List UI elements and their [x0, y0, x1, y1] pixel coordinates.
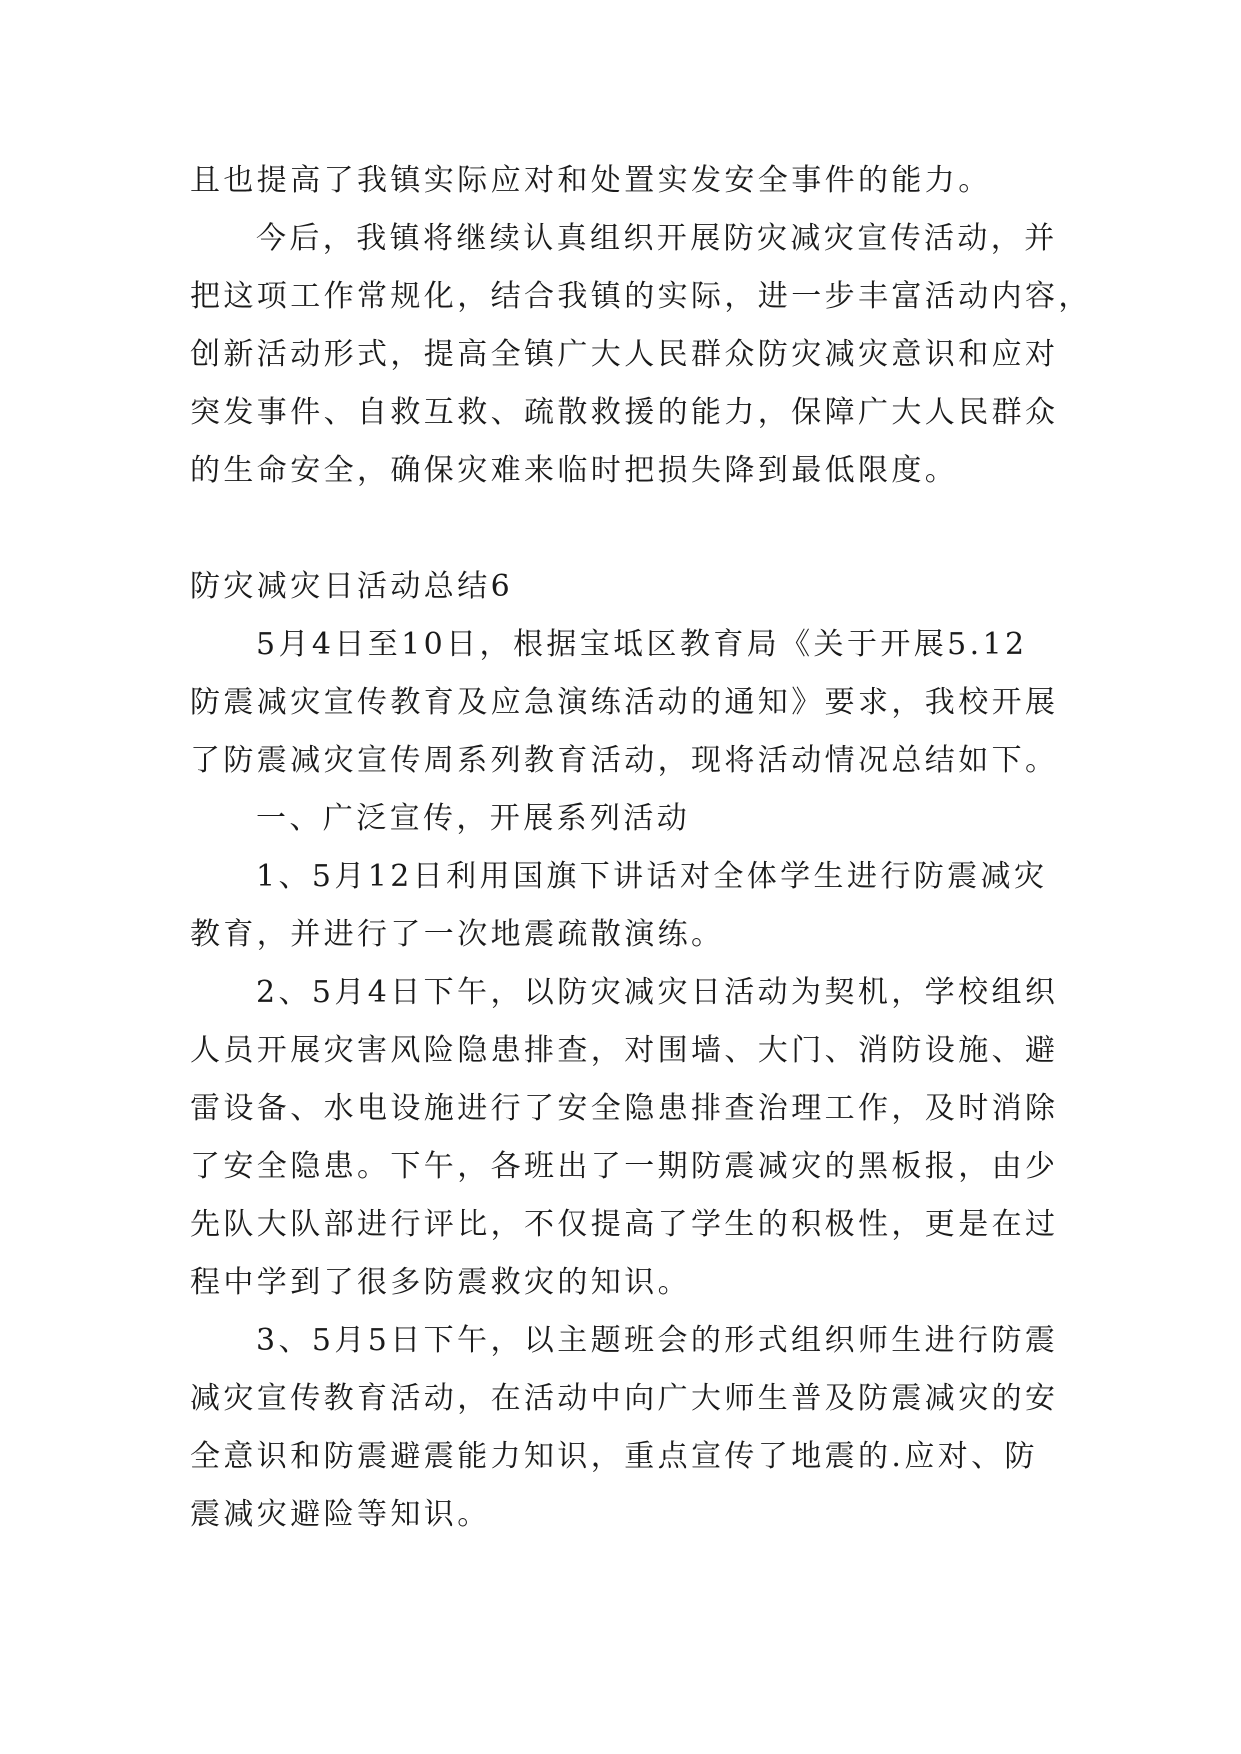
subheading-line: 一、广泛宣传，开展系列活动 — [256, 801, 691, 836]
paragraph-line: 今后，我镇将继续认真组织开展防灾减灾宣传活动，并 — [256, 221, 1058, 256]
paragraph-line: 突发事件、自救互救、疏散救援的能力，保障广大人民群众 — [190, 395, 1059, 430]
paragraph-line: 1、5月12日利用国旗下讲话对全体学生进行防震减灾 — [256, 859, 1048, 894]
paragraph-line: 震减灾避险等知识。 — [190, 1497, 491, 1532]
paragraph-line: 且也提高了我镇实际应对和处置实发安全事件的能力。 — [190, 163, 992, 198]
paragraph-line: 了防震减灾宣传周系列教育活动，现将活动情况总结如下。 — [190, 743, 1059, 778]
paragraph-line: 人员开展灾害风险隐患排查，对围墙、大门、消防设施、避 — [190, 1033, 1059, 1068]
paragraph-line: 减灾宣传教育活动，在活动中向广大师生普及防震减灾的安 — [190, 1381, 1059, 1416]
paragraph-line: 教育，并进行了一次地震疏散演练。 — [190, 917, 725, 952]
section-heading: 防灾减灾日活动总结6 — [190, 569, 514, 604]
paragraph-line: 全意识和防震避震能力知识，重点宣传了地震的.应对、防 — [190, 1439, 1038, 1474]
paragraph-line: 5月4日至10日，根据宝坻区教育局《关于开展5.12 — [256, 627, 1028, 662]
paragraph-line: 程中学到了很多防震救灾的知识。 — [190, 1265, 691, 1300]
paragraph-line: 创新活动形式，提高全镇广大人民群众防灾减灾意识和应对 — [190, 337, 1059, 372]
paragraph-line: 的生命安全，确保灾难来临时把损失降到最低限度。 — [190, 453, 959, 488]
document-body — [190, 152, 1092, 1544]
paragraph-line: 雷设备、水电设施进行了安全隐患排查治理工作，及时消除 — [190, 1091, 1059, 1126]
paragraph-line: 防震减灾宣传教育及应急演练活动的通知》要求，我校开展 — [190, 685, 1059, 720]
paragraph-line: 3、5月5日下午，以主题班会的形式组织师生进行防震 — [256, 1323, 1059, 1358]
paragraph-line: 了安全隐患。下午，各班出了一期防震减灾的黑板报，由少 — [190, 1149, 1059, 1184]
paragraph-line: 把这项工作常规化，结合我镇的实际，进一步丰富活动内容， — [190, 279, 1092, 314]
section-gap — [190, 500, 1060, 558]
paragraph-line: 2、5月4日下午，以防灾减灾日活动为契机，学校组织 — [256, 975, 1059, 1010]
paragraph-line: 先队大队部进行评比，不仅提高了学生的积极性，更是在过 — [190, 1207, 1059, 1242]
